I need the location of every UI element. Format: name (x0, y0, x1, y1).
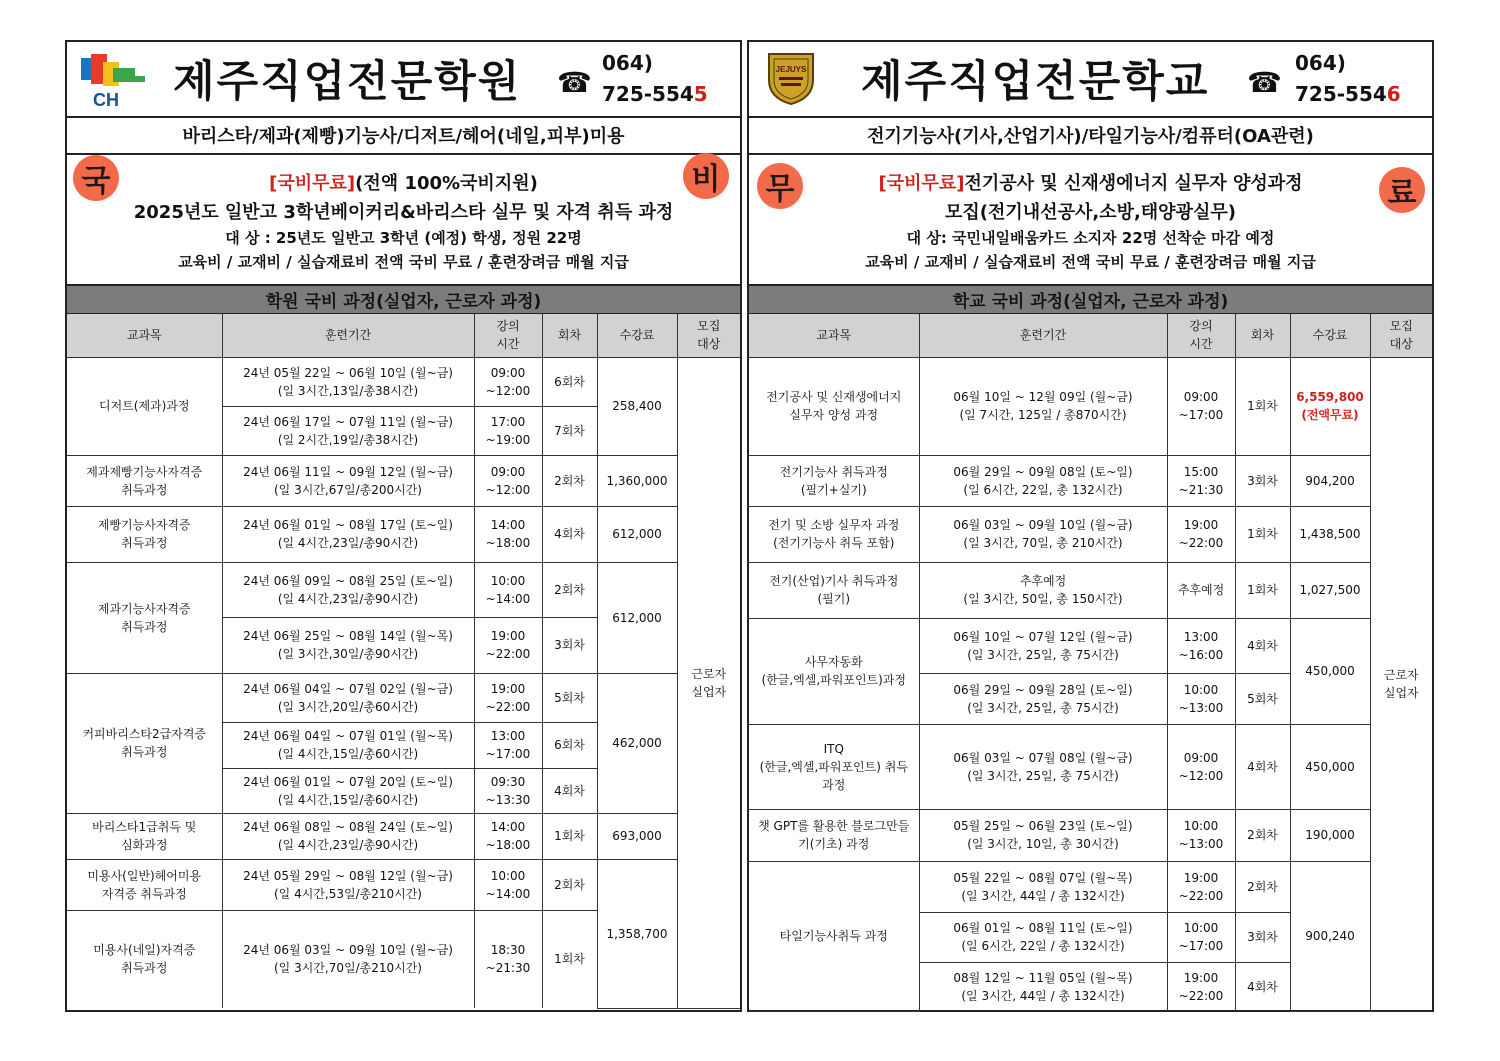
academy-notice (67, 153, 740, 284)
course-subject: ITQ (한글,엑셀,파워포인트) 취득 과정 (749, 724, 919, 809)
course-period: 24년 06월 17일 ~ 07월 11일 (월~금) (일 2시간,19일/총38시간) (222, 406, 474, 455)
course-period: 24년 06월 01일 ~ 08월 17일 (토~일) (일 4시간,23일/총90시간) (222, 506, 474, 562)
course-round: 2회차 (542, 562, 597, 617)
school-subtitle: 전기기능사(기사,산업기사)/타일기능사/컴퓨터(OA관련) (749, 116, 1432, 155)
notice-benefit: 교육비 / 교재비 / 실습재료비 전액 국비 무료 / 훈련장려금 매월 지급 (865, 253, 1316, 271)
table-row (67, 859, 740, 910)
course-time: 19:00 ~22:00 (1167, 962, 1235, 1011)
course-time: 09:00 ~12:00 (1167, 724, 1235, 809)
svg-text:CH: CH (93, 90, 119, 110)
course-time: 18:30 ~21:30 (474, 910, 542, 1008)
school-notice (749, 153, 1432, 284)
course-round: 5회차 (542, 673, 597, 722)
course-fee: 1,438,500 (1290, 506, 1370, 562)
course-time: 10:00 ~14:00 (474, 859, 542, 910)
course-round: 5회차 (1235, 673, 1290, 724)
table-row (749, 809, 1432, 861)
school-course-table (749, 314, 1432, 1012)
course-period: 24년 05월 29일 ~ 08월 12일 (월~금) (일 4시간,53일/총210시간) (222, 859, 474, 910)
course-period: 24년 06월 04일 ~ 07월 02일 (월~금) (일 3시간,20일/총60시간) (222, 673, 474, 722)
course-period: 24년 05월 22일 ~ 06월 10일 (월~금) (일 3시간,13일/총38시간) (222, 357, 474, 406)
course-target: 근로자 실업자 (1370, 357, 1432, 1011)
course-time: 10:00 ~17:00 (1167, 912, 1235, 962)
notice-target: 대 상 : 25년도 일반고 3학년 (예정) 학생, 정원 22명 (225, 229, 582, 247)
table-row (749, 861, 1432, 912)
header-hours: 강의 시간 (474, 314, 542, 357)
course-subject: 전기기능사 취득과정 (필기+실기) (749, 455, 919, 506)
school-section-title: 학교 국비 과정(실업자, 근로자 과정) (749, 284, 1432, 314)
table-row (749, 506, 1432, 562)
academy-title: 제주직업전문학원 (173, 57, 522, 107)
academy-section-title: 학원 국비 과정(실업자, 근로자 과정) (67, 284, 740, 314)
course-subject: 챗 GPT를 활용한 블로그만들 기(기초) 과정 (749, 809, 919, 861)
badge-bi: 비 (683, 153, 729, 199)
course-time: 10:00 ~13:00 (1167, 809, 1235, 861)
course-period: 24년 06월 25일 ~ 08월 14일 (월~목) (일 3시간,30일/총90시간) (222, 617, 474, 673)
course-period: 24년 06월 04일 ~ 07월 01일 (월~목) (일 4시간,15일/총60시간) (222, 722, 474, 768)
school-panel (747, 40, 1434, 1012)
course-period: 06월 29일 ~ 09월 28일 (토~일) (일 3시간, 25일, 총 75시간) (919, 673, 1167, 724)
course-round: 1회차 (542, 910, 597, 1008)
table-row (67, 813, 740, 859)
course-time: 09:00 ~12:00 (474, 357, 542, 406)
course-fee: 1,360,000 (597, 455, 677, 506)
table-row (749, 357, 1432, 455)
course-round: 1회차 (1235, 506, 1290, 562)
course-round: 1회차 (542, 813, 597, 859)
course-fee: 450,000 (1290, 618, 1370, 724)
course-fee: 612,000 (597, 562, 677, 673)
notice-target: 대 상: 국민내일배움카드 소지자 22명 선착순 마감 예정 (906, 229, 1275, 247)
course-time: 13:00 ~16:00 (1167, 618, 1235, 673)
course-period: 05월 22일 ~ 08월 07일 (월~목) (일 3시간, 44일 / 총 132시간) (919, 861, 1167, 912)
ch-logo (77, 48, 149, 110)
course-period: 08월 12일 ~ 11월 05일 (월~목) (일 3시간, 44일 / 총 132시간) (919, 962, 1167, 1011)
course-time: 19:00 ~22:00 (474, 617, 542, 673)
header-fee: 수강료 (1290, 314, 1370, 357)
academy-subtitle: 바리스타/제과(제빵)기능사/디저트/헤어(네일,피부)미용 (67, 116, 740, 155)
notice-benefit: 교육비 / 교재비 / 실습재료비 전액 국비 무료 / 훈련장려금 매월 지급 (178, 253, 629, 271)
table-row (749, 724, 1432, 809)
header-period: 훈련기간 (222, 314, 474, 357)
course-round: 4회차 (1235, 962, 1290, 1011)
notice-recruit: 모집(전기내선공사,소방,태양광실무) (945, 202, 1236, 223)
course-period: 24년 06월 01일 ~ 07월 20일 (토~일) (일 4시간,15일/총60시간) (222, 768, 474, 813)
course-round: 4회차 (542, 768, 597, 813)
course-subject: 전기(산업)기사 취득과정 (필기) (749, 562, 919, 618)
table-row (749, 562, 1432, 618)
course-period: 06월 10일 ~ 07월 12일 (월~금) (일 3시간, 25일, 총 75시간) (919, 618, 1167, 673)
course-subject: 디저트(제과)과정 (67, 357, 222, 455)
course-subject: 커피바리스타2급자격증 취득과정 (67, 673, 222, 813)
course-period: 05월 25일 ~ 06월 23일 (토~일) (일 3시간, 10일, 총 30시간) (919, 809, 1167, 861)
course-fee: 693,000 (597, 813, 677, 859)
course-time: 19:00 ~22:00 (474, 673, 542, 722)
table-row (67, 455, 740, 506)
header-subject: 교과목 (749, 314, 919, 357)
table-row (67, 673, 740, 722)
course-time: 추후예정 (1167, 562, 1235, 618)
table-row (749, 455, 1432, 506)
course-period: 24년 06월 03일 ~ 09월 10일 (월~금) (일 3시간,70일/총210시간) (222, 910, 474, 1008)
course-round: 6회차 (542, 722, 597, 768)
header-fee: 수강료 (597, 314, 677, 357)
academy-header (67, 42, 740, 118)
jejuys-emblem-logo (765, 50, 817, 106)
header-subject: 교과목 (67, 314, 222, 357)
school-title: 제주직업전문학교 (861, 57, 1210, 107)
table-row (67, 506, 740, 562)
course-time: 10:00 ~13:00 (1167, 673, 1235, 724)
school-phone: 064) 725-5546 (1295, 51, 1401, 106)
course-fee: 258,400 (597, 357, 677, 455)
course-subject: 전기공사 및 신재생에너지 실무자 양성 과정 (749, 357, 919, 455)
course-period: 추후예정 (일 3시간, 50일, 총 150시간) (919, 562, 1167, 618)
course-subject: 사무자동화 (한글,엑셀,파워포인트)과정 (749, 618, 919, 724)
course-round: 4회차 (1235, 618, 1290, 673)
course-period: 24년 06월 11일 ~ 09월 12일 (월~금) (일 3시간,67일/총200시간) (222, 455, 474, 506)
course-fee: 612,000 (597, 506, 677, 562)
table-header-row (67, 314, 740, 357)
course-period: 06월 03일 ~ 09월 10일 (월~금) (일 3시간, 70일, 총 210시간) (919, 506, 1167, 562)
phone-icon: ☎ (1247, 66, 1282, 99)
course-round: 1회차 (1235, 562, 1290, 618)
academy-panel (65, 40, 742, 1012)
badge-ryo: 료 (1379, 167, 1425, 213)
phone-icon: ☎ (557, 66, 592, 99)
svg-text:JEJUYS: JEJUYS (775, 65, 807, 74)
course-round: 4회차 (1235, 724, 1290, 809)
table-row (67, 562, 740, 617)
school-header (749, 42, 1432, 118)
course-subject: 미용사(네일)자격증 취득과정 (67, 910, 222, 1008)
course-round: 1회차 (1235, 357, 1290, 455)
course-round: 6회차 (542, 357, 597, 406)
course-fee: 6,559,800 (전액무료) (1290, 357, 1370, 455)
course-time: 14:00 ~18:00 (474, 813, 542, 859)
course-round: 4회차 (542, 506, 597, 562)
course-subject: 제빵기능사자격증 취득과정 (67, 506, 222, 562)
course-time: 13:00 ~17:00 (474, 722, 542, 768)
course-time: 19:00 ~22:00 (1167, 506, 1235, 562)
badge-guk: 국 (73, 155, 119, 201)
course-subject: 바리스타1급취득 및 심화과정 (67, 813, 222, 859)
table-row (67, 357, 740, 406)
course-fee: 1,027,500 (1290, 562, 1370, 618)
course-time: 14:00 ~18:00 (474, 506, 542, 562)
header-target: 모집 대상 (677, 314, 740, 357)
course-fee: 462,000 (597, 673, 677, 813)
academy-course-table (67, 314, 740, 1009)
notice-course: 2025년도 일반고 3학년베이커리&바리스타 실무 및 자격 취득 과정 (133, 202, 674, 223)
course-round: 3회차 (1235, 455, 1290, 506)
course-fee: 904,200 (1290, 455, 1370, 506)
course-period: 24년 06월 08일 ~ 08월 24일 (토~일) (일 4시간,23일/총90시간) (222, 813, 474, 859)
course-subject: 제과제빵기능사자격증 취득과정 (67, 455, 222, 506)
course-time: 09:00 ~12:00 (474, 455, 542, 506)
academy-phone: 064) 725-5545 (602, 51, 708, 106)
course-fee: 190,000 (1290, 809, 1370, 861)
course-subject: 미용사(일반)헤어미용 자격증 취득과정 (67, 859, 222, 910)
course-time: 09:30 ~13:30 (474, 768, 542, 813)
course-period: 06월 29일 ~ 09월 08일 (토~일) (일 6시간, 22일, 총 132시간) (919, 455, 1167, 506)
table-row (749, 618, 1432, 673)
course-round: 7회차 (542, 406, 597, 455)
course-time: 19:00 ~22:00 (1167, 861, 1235, 912)
course-subject: 제과기능사자격증 취득과정 (67, 562, 222, 673)
header-round: 회차 (542, 314, 597, 357)
header-period: 훈련기간 (919, 314, 1167, 357)
course-round: 2회차 (1235, 809, 1290, 861)
course-round: 3회차 (1235, 912, 1290, 962)
header-hours: 강의 시간 (1167, 314, 1235, 357)
course-round: 2회차 (542, 455, 597, 506)
course-period: 06월 10일 ~ 12월 09일 (월~금) (일 7시간, 125일 / 총870시간) (919, 357, 1167, 455)
course-time: 17:00 ~19:00 (474, 406, 542, 455)
notice-headline: [국비무료](전액 100%국비지원) (269, 173, 538, 194)
course-time: 15:00 ~21:30 (1167, 455, 1235, 506)
header-round: 회차 (1235, 314, 1290, 357)
course-target: 근로자 실업자 (677, 357, 740, 1008)
course-round: 2회차 (1235, 861, 1290, 912)
header-target: 모집 대상 (1370, 314, 1432, 357)
course-time: 09:00 ~17:00 (1167, 357, 1235, 455)
course-round: 2회차 (542, 859, 597, 910)
notice-headline: [국비무료]전기공사 및 신재생에너지 실무자 양성과정 (878, 173, 1303, 194)
table-header-row (749, 314, 1432, 357)
course-time: 10:00 ~14:00 (474, 562, 542, 617)
course-fee: 1,358,700 (597, 859, 677, 1008)
course-period: 24년 06월 09일 ~ 08월 25일 (토~일) (일 4시간,23일/총90시간) (222, 562, 474, 617)
course-round: 3회차 (542, 617, 597, 673)
badge-mu: 무 (757, 163, 803, 209)
course-subject: 전기 및 소방 실무자 과정 (전기기능사 취득 포함) (749, 506, 919, 562)
course-fee: 450,000 (1290, 724, 1370, 809)
course-fee: 900,240 (1290, 861, 1370, 1011)
course-period: 06월 01일 ~ 08월 11일 (토~일) (일 6시간, 22일 / 총 132시간) (919, 912, 1167, 962)
course-subject: 타일기능사취득 과정 (749, 861, 919, 1011)
course-period: 06월 03일 ~ 07월 08일 (월~금) (일 3시간, 25일, 총 75시간) (919, 724, 1167, 809)
